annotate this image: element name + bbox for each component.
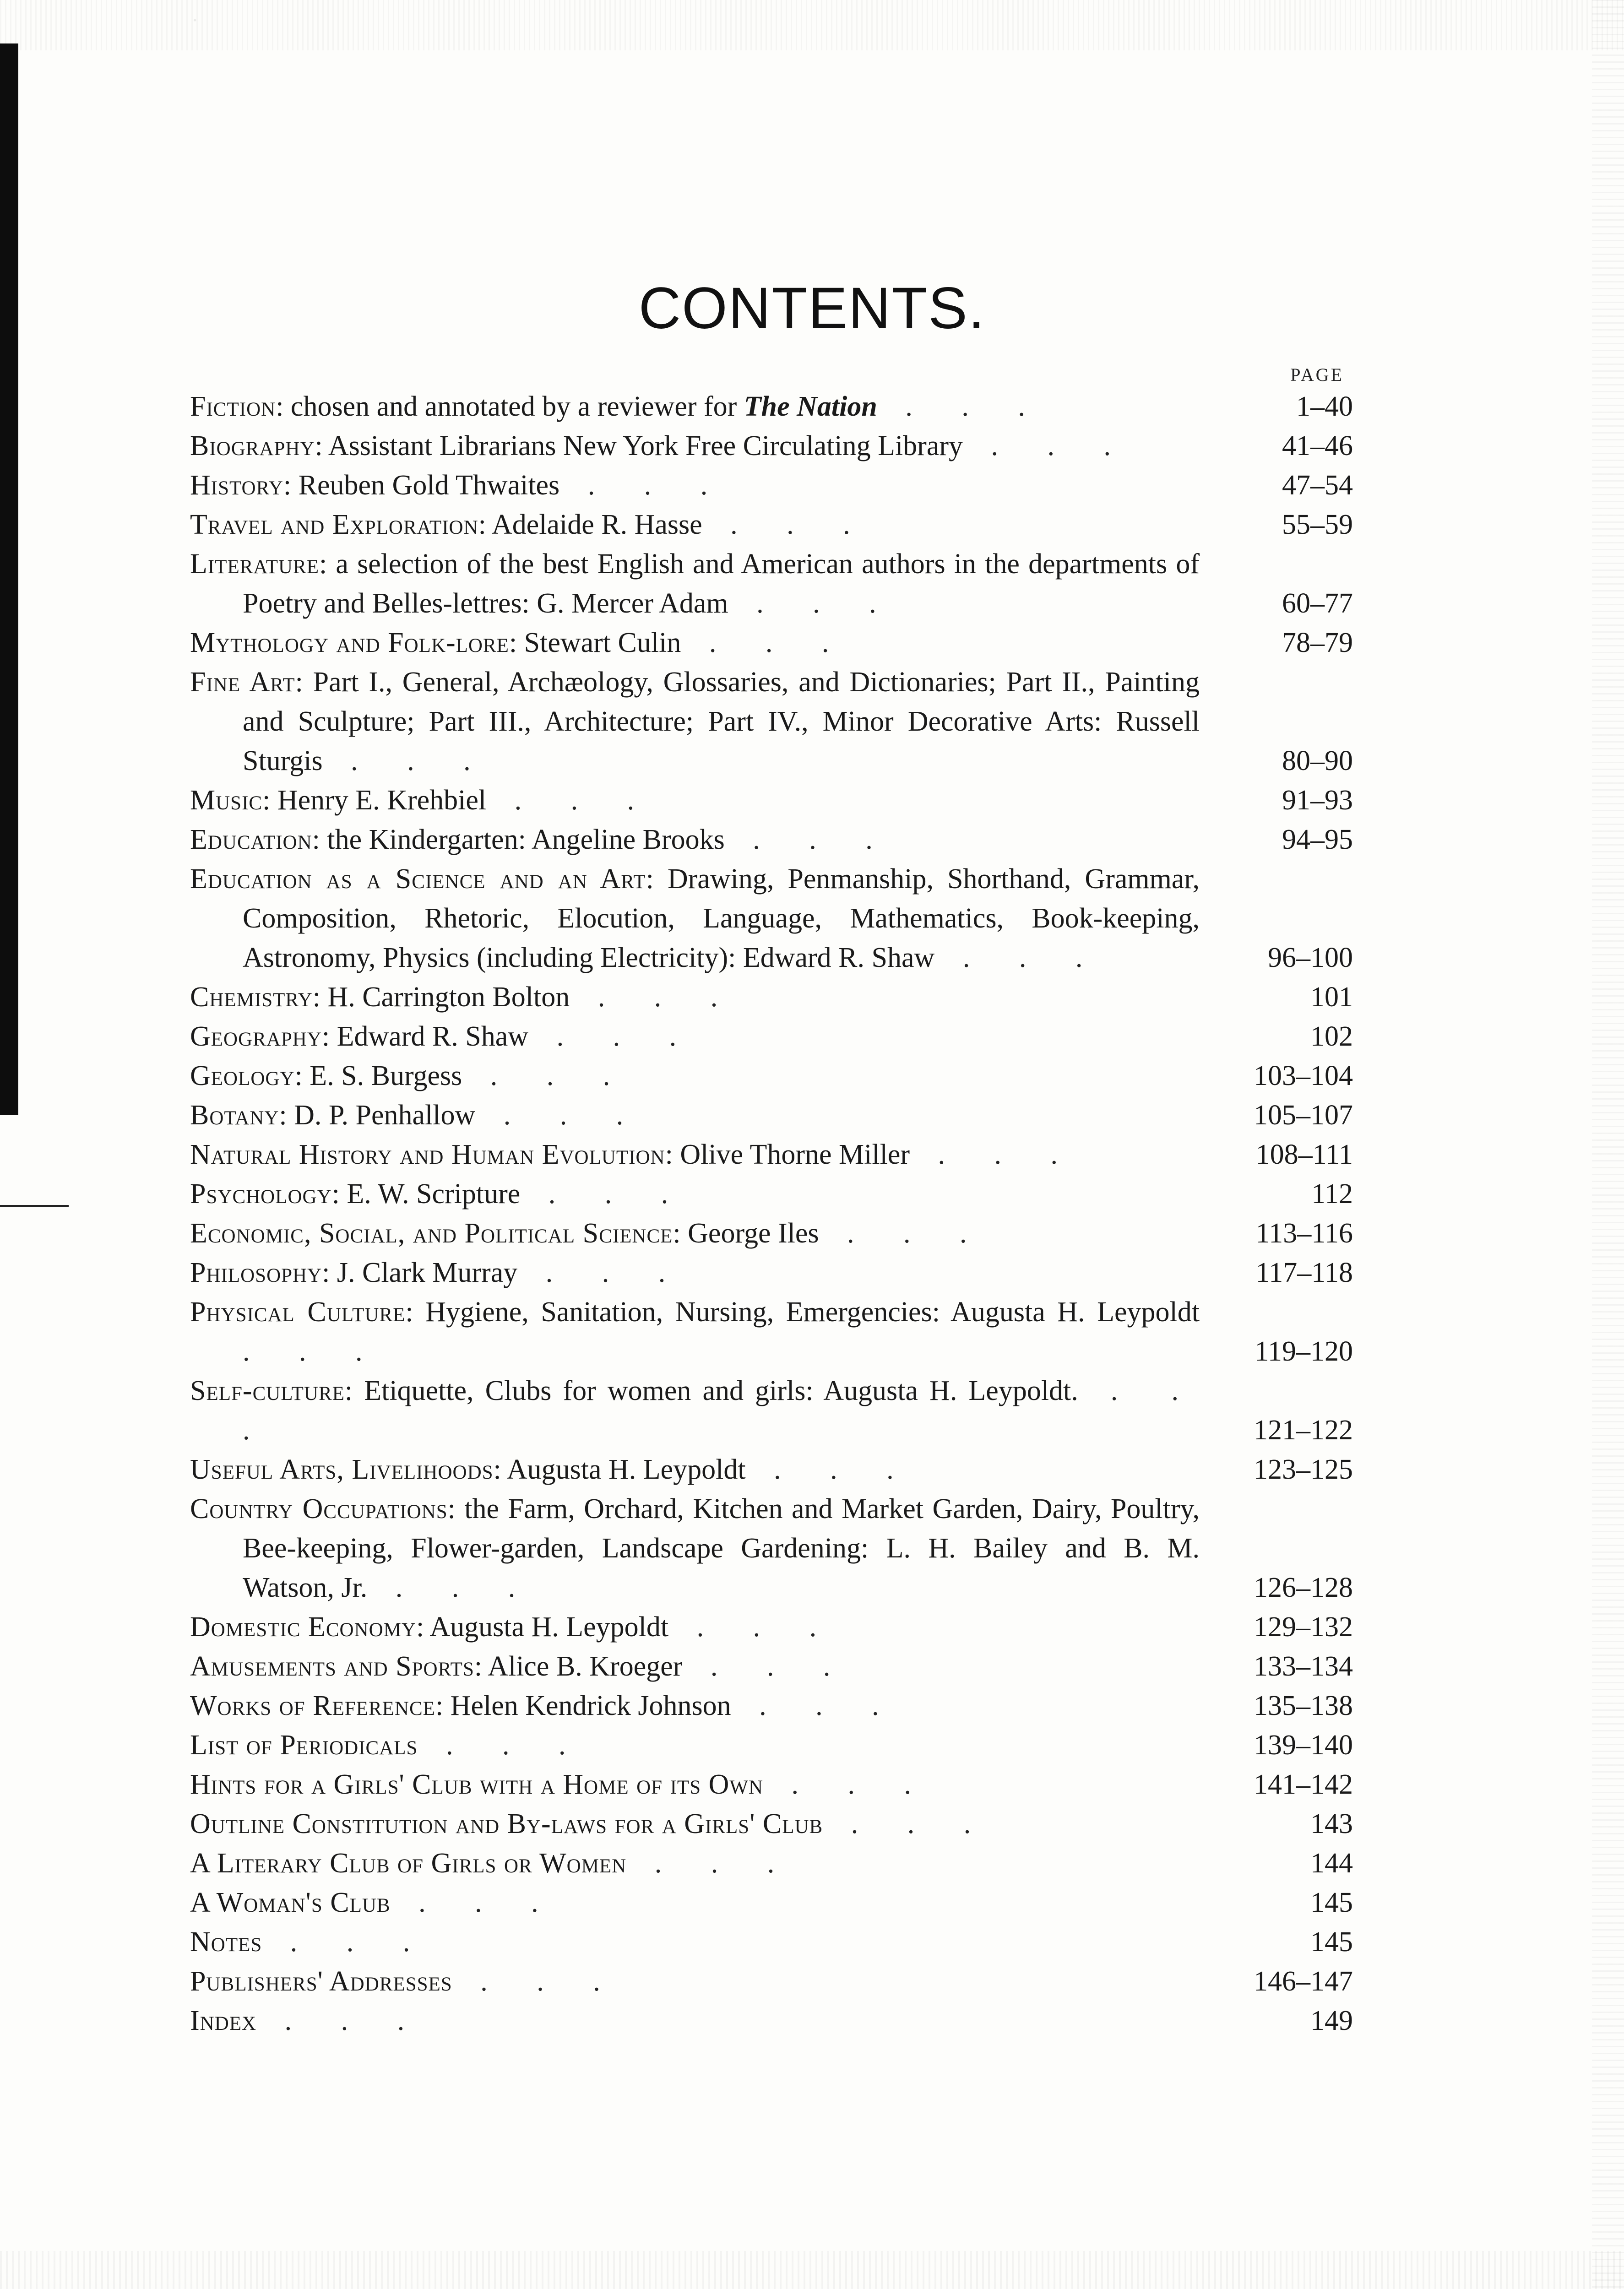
dot-leader: . . .	[418, 1730, 587, 1761]
toc-description: Etiquette, Clubs for women and girls: Augusta H. Leypoldt.	[364, 1375, 1078, 1406]
dot-leader: . . .	[963, 430, 1132, 461]
toc-entry-text: Travel and Exploration: Adelaide R. Hasse . . .	[190, 509, 871, 540]
toc-entry	[190, 1253, 1353, 1292]
toc-entry	[190, 1765, 1353, 1804]
toc-page-number: 123–125	[1254, 1454, 1353, 1485]
toc-subject: History	[190, 470, 283, 501]
toc-entry	[190, 977, 1353, 1017]
toc-entry	[190, 1804, 1353, 1844]
toc-subject: Outline Constitution and By-laws for a Girls' Club	[190, 1808, 823, 1839]
toc-entry-text: Biography: Assistant Librarians New York Free Circulating Library . . .	[190, 430, 1132, 461]
dot-leader: . . .	[528, 1021, 698, 1052]
toc-entry	[190, 1725, 1353, 1765]
toc-entry	[190, 1844, 1353, 1883]
toc-subject: Literature	[190, 548, 319, 580]
toc-subject: Travel and Exploration	[190, 509, 478, 540]
toc-entry-text: Music: Henry E. Krehbiel . . .	[190, 785, 656, 816]
toc-entry	[190, 1174, 1353, 1214]
toc-subject: Hints for a Girls' Club with a Home of its Own	[190, 1769, 763, 1800]
toc-entry-text: Geography: Edward R. Shaw . . .	[190, 1021, 698, 1052]
toc-page-number: 96–100	[1268, 942, 1353, 973]
dot-leader: . . .	[243, 1336, 384, 1367]
toc-description: Olive Thorne Miller	[680, 1139, 910, 1170]
toc-entry-text: Country Occupations: the Farm, Orchard, Kitchen and Market Garden, Dairy, Poultry, Bee-keeping, Flower-garden, Landscape Gardening: L. H. Bailey and B. M. Watson, Jr. . . .	[190, 1493, 1200, 1603]
toc-subject: Chemistry	[190, 982, 313, 1013]
toc-description: Hygiene, Sanitation, Nursing, Emergencies: Augusta H. Leypoldt	[425, 1296, 1200, 1328]
toc-subject: Index	[190, 2005, 257, 2036]
toc-entry	[190, 1686, 1353, 1725]
toc-description: E. S. Burgess	[310, 1060, 462, 1091]
toc-subject: Botany	[190, 1100, 279, 1131]
toc-entry	[190, 1922, 1353, 1962]
toc-entry-text: Self-culture: Etiquette, Clubs for women and girls: Augusta H. Leypoldt. . . .	[190, 1375, 1200, 1446]
toc-entry-text	[190, 1725, 1200, 1765]
toc-page-number: 113–116	[1255, 1218, 1353, 1249]
toc-entry-text: Useful Arts, Livelihoods: Augusta H. Leypoldt . . .	[190, 1454, 915, 1485]
toc-page-number: 141–142	[1254, 1769, 1353, 1800]
toc-entry-text	[190, 1922, 1200, 1962]
toc-description: Adelaide R. Hasse	[491, 509, 702, 540]
toc-entry-text: Physical Culture: Hygiene, Sanitation, Nursing, Emergencies: Augusta H. Leypoldt . . .	[190, 1296, 1200, 1367]
toc-entry-text: Education: the Kindergarten: Angeline Brooks . . .	[190, 824, 894, 855]
toc-subject: A Woman's Club	[190, 1887, 391, 1918]
dot-leader: . . .	[934, 942, 1104, 973]
toc-entry-text	[190, 1804, 1200, 1844]
toc-page-number: 135–138	[1254, 1690, 1353, 1721]
dot-leader: . . .	[475, 1100, 645, 1131]
toc-entry-text: Natural History and Human Evolution: Olive Thorne Miller . . .	[190, 1139, 1079, 1170]
dot-leader: . . .	[819, 1218, 988, 1249]
toc-entry	[190, 1292, 1353, 1371]
toc-page-number: 145	[1310, 1926, 1353, 1958]
dot-leader: . . .	[823, 1808, 992, 1839]
toc-entry-text: Psychology: E. W. Scripture . . .	[190, 1178, 690, 1210]
toc-subject: Fiction	[190, 391, 276, 422]
dot-leader: . . .	[486, 785, 656, 816]
toc-entry	[190, 1607, 1353, 1647]
toc-subject: Biography	[190, 430, 315, 461]
toc-entry-text: Fiction: chosen and annotated by a reviewer for The Nation . . .	[190, 391, 1046, 422]
toc-entry	[190, 1096, 1353, 1135]
toc-entry	[190, 1371, 1353, 1450]
page-title: CONTENTS.	[638, 276, 986, 341]
binding-shadow	[0, 43, 18, 1115]
dot-leader: . . .	[763, 1769, 932, 1800]
toc-page-number: 41–46	[1282, 430, 1353, 461]
toc-entry-text: Domestic Economy: Augusta H. Leypoldt . . .	[190, 1611, 838, 1643]
toc-description: Edward R. Shaw	[337, 1021, 529, 1052]
toc-entry-text: Geology: E. S. Burgess . . .	[190, 1060, 631, 1091]
toc-page-number: 94–95	[1282, 824, 1353, 855]
toc-entry	[190, 466, 1353, 505]
toc-description: the Farm, Orchard, Kitchen and Market Garden, Dairy, Poultry, Bee-keeping, Flower-garden, Landscape Gardening: L. H. Bailey and B. M. Watson, Jr.	[243, 1493, 1200, 1603]
toc-page-number: 139–140	[1254, 1730, 1353, 1761]
toc-entry-text: Works of Reference: Helen Kendrick Johnson . . .	[190, 1690, 900, 1721]
toc-entry	[190, 859, 1353, 977]
toc-description: Alice B. Kroeger	[488, 1651, 683, 1682]
dot-leader: . . .	[243, 1375, 1200, 1446]
dot-leader: . . .	[262, 1926, 431, 1958]
toc-entry-text: Botany: D. P. Penhallow . . .	[190, 1100, 645, 1131]
toc-subject: Physical Culture	[190, 1296, 406, 1328]
toc-entry	[190, 1489, 1353, 1607]
toc-subject: Philosophy	[190, 1257, 322, 1288]
toc-page-number: 143	[1310, 1808, 1353, 1839]
toc-description: Drawing, Penmanship, Shorthand, Grammar, Composition, Rhetoric, Elocution, Language, Mathematics, Book-keeping, Astronomy, Physics (including Electricity): Edward R. Shaw	[243, 863, 1200, 973]
toc-entry	[190, 1056, 1353, 1096]
toc-subject: Publishers' Addresses	[190, 1966, 452, 1997]
toc-description: Augusta H. Leypoldt	[429, 1611, 669, 1643]
page-column-label: PAGE	[1290, 364, 1344, 385]
dot-leader: . . .	[452, 1966, 621, 1997]
dot-leader: . . .	[731, 1690, 900, 1721]
toc-description: Assistant Librarians New York Free Circulating Library	[328, 430, 963, 461]
scan-edge-bottom	[0, 2251, 1624, 2289]
toc-page-number: 78–79	[1282, 627, 1353, 658]
toc-page-number: 80–90	[1282, 745, 1353, 776]
toc-subject: Notes	[190, 1926, 262, 1958]
toc-description: J. Clark Murray	[337, 1257, 518, 1288]
toc-description: Augusta H. Leypoldt	[506, 1454, 746, 1485]
toc-subject: Education	[190, 824, 312, 855]
toc-page-number: 91–93	[1282, 785, 1353, 816]
toc-entry-text: Philosophy: J. Clark Murray . . .	[190, 1257, 687, 1288]
toc-entry-text	[190, 1883, 1200, 1922]
toc-entry-text: Economic, Social, and Political Science: George Iles . . .	[190, 1218, 988, 1249]
toc-subject: Useful Arts, Livelihoods	[190, 1454, 494, 1485]
toc-page-number: 117–118	[1255, 1257, 1353, 1288]
toc-page-number: 108–111	[1255, 1139, 1353, 1170]
toc-page-number: 101	[1310, 982, 1353, 1013]
dot-leader: . . .	[390, 1887, 559, 1918]
toc-entry	[190, 505, 1353, 544]
dot-leader: . . .	[570, 982, 739, 1013]
toc-subject: Geography	[190, 1021, 322, 1052]
toc-entry-text: Chemistry: H. Carrington Bolton . . .	[190, 982, 739, 1013]
toc-entry	[190, 2001, 1353, 2040]
toc-entry	[190, 426, 1353, 466]
toc-page-number: 60–77	[1282, 588, 1353, 619]
toc-description: a selection of the best English and American authors in the departments of Poetry and Belles-lettres: G. Mercer Adam	[243, 548, 1200, 619]
dot-leader: . . .	[559, 470, 729, 501]
toc-subject: Psychology	[190, 1178, 332, 1210]
toc-italic-title: The Nation	[744, 391, 877, 422]
toc-entry	[190, 387, 1353, 426]
toc-entry	[190, 1647, 1353, 1686]
toc-subject: Domestic Economy	[190, 1611, 417, 1643]
toc-entry	[190, 1135, 1353, 1174]
toc-entry	[190, 623, 1353, 662]
toc-description: George Iles	[688, 1218, 819, 1249]
scan-edge-top	[0, 0, 1624, 50]
toc-entry-text	[190, 1962, 1200, 2001]
toc-entry-text	[190, 1844, 1200, 1883]
dot-leader: . . .	[626, 1848, 796, 1879]
toc-entry	[190, 1962, 1353, 2001]
toc-subject: Works of Reference	[190, 1690, 435, 1721]
dot-leader: . . .	[322, 745, 492, 776]
dot-leader: . . .	[877, 391, 1046, 422]
dot-leader: . . .	[462, 1060, 631, 1091]
toc-entry-text: Mythology and Folk-lore: Stewart Culin . . .	[190, 627, 850, 658]
toc-entry	[190, 1883, 1353, 1922]
toc-entry	[190, 544, 1353, 623]
dot-leader: . . .	[367, 1572, 537, 1603]
toc-page-number: 1–40	[1296, 391, 1353, 422]
toc-entry	[190, 820, 1353, 859]
toc-description: chosen and annotated by a reviewer for The Nation	[290, 391, 877, 422]
scan-edge-right	[1592, 0, 1624, 2289]
toc-subject: Music	[190, 785, 263, 816]
toc-subject: Education as a Science and an Art	[190, 863, 646, 895]
toc-description: Henry E. Krehbiel	[277, 785, 487, 816]
toc-subject: Amusements and Sports	[190, 1651, 474, 1682]
toc-page-number: 102	[1310, 1021, 1353, 1052]
toc-description: D. P. Penhallow	[294, 1100, 476, 1131]
toc-entry	[190, 662, 1353, 781]
dot-leader: . . .	[910, 1139, 1079, 1170]
toc-page-number: 103–104	[1254, 1060, 1353, 1091]
toc-description: Helen Kendrick Johnson	[450, 1690, 731, 1721]
toc-entry	[190, 1214, 1353, 1253]
toc-subject: Natural History and Human Evolution	[190, 1139, 665, 1170]
toc-page-number: 121–122	[1254, 1415, 1353, 1446]
toc-subject: Geology	[190, 1060, 295, 1091]
toc-page-number: 105–107	[1254, 1100, 1353, 1131]
toc-description: Stewart Culin	[524, 627, 681, 658]
toc-entry	[190, 781, 1353, 820]
toc-entry	[190, 1017, 1353, 1056]
toc-page-number: 145	[1310, 1887, 1353, 1918]
toc-subject: Economic, Social, and Political Science	[190, 1218, 673, 1249]
toc-page-number: 119–120	[1255, 1336, 1353, 1367]
dot-leader: . . .	[745, 1454, 915, 1485]
toc-page-number: 149	[1310, 2005, 1353, 2036]
toc-description: the Kindergarten: Angeline Brooks	[327, 824, 725, 855]
toc-description: E. W. Scripture	[347, 1178, 521, 1210]
toc-subject: Country Occupations	[190, 1493, 448, 1524]
dot-leader: . . .	[681, 627, 850, 658]
toc-subject: A Literary Club of Girls or Women	[190, 1848, 627, 1879]
toc-entry-text: Fine Art: Part I., General, Archæology, Glossaries, and Dictionaries; Part II., Painting and Sculpture; Part III., Architecture; Part IV., Minor Decorative Arts: Russell Sturgis . . .	[190, 667, 1200, 776]
dot-leader: . . .	[682, 1651, 852, 1682]
margin-mark	[0, 1205, 69, 1207]
toc-description: Part I., General, Archæology, Glossaries, and Dictionaries; Part II., Painting and Sculpture; Part III., Architecture; Part IV., Minor Decorative Arts: Russell Sturgis	[243, 667, 1200, 776]
toc-page-number: 129–132	[1254, 1611, 1353, 1643]
toc-entry-text: Literature: a selection of the best English and American authors in the departments of Poetry and Belles-lettres: G. Mercer Adam . . .	[190, 548, 1200, 619]
toc-page-number: 112	[1311, 1178, 1353, 1210]
table-of-contents	[190, 387, 1353, 2040]
toc-entry-text: Education as a Science and an Art: Drawing, Penmanship, Shorthand, Grammar, Composition, Rhetoric, Elocution, Language, Mathematics, Book-keeping, Astronomy, Physics (including Electricity): Edward R. Shaw . . .	[190, 863, 1200, 973]
toc-entry-text: History: Reuben Gold Thwaites . . .	[190, 470, 729, 501]
toc-subject: Mythology and Folk-lore	[190, 627, 509, 658]
dot-leader: . . .	[724, 824, 894, 855]
toc-entry-text	[190, 2001, 1200, 2040]
toc-page-number: 146–147	[1254, 1966, 1353, 1997]
toc-subject: Fine Art	[190, 667, 295, 698]
toc-entry-text: Amusements and Sports: Alice B. Kroeger . . .	[190, 1651, 852, 1682]
toc-entry-text	[190, 1765, 1200, 1804]
toc-page-number: 133–134	[1254, 1651, 1353, 1682]
dot-leader: . . .	[728, 588, 897, 619]
toc-page-number: 47–54	[1282, 470, 1353, 501]
toc-entry	[190, 1450, 1353, 1489]
toc-subject: List of Periodicals	[190, 1730, 418, 1761]
toc-description: Reuben Gold Thwaites	[298, 470, 560, 501]
dot-leader: . . .	[520, 1178, 690, 1210]
toc-page-number: 126–128	[1254, 1572, 1353, 1603]
dot-leader: . . .	[668, 1611, 838, 1643]
dot-leader: . . .	[256, 2005, 426, 2036]
toc-page-number: 144	[1310, 1848, 1353, 1879]
dot-leader: . . .	[702, 509, 871, 540]
toc-subject: Self-culture	[190, 1375, 345, 1406]
toc-description: H. Carrington Bolton	[327, 982, 570, 1013]
toc-page-number: 55–59	[1282, 509, 1353, 540]
dot-leader: . . .	[517, 1257, 687, 1288]
